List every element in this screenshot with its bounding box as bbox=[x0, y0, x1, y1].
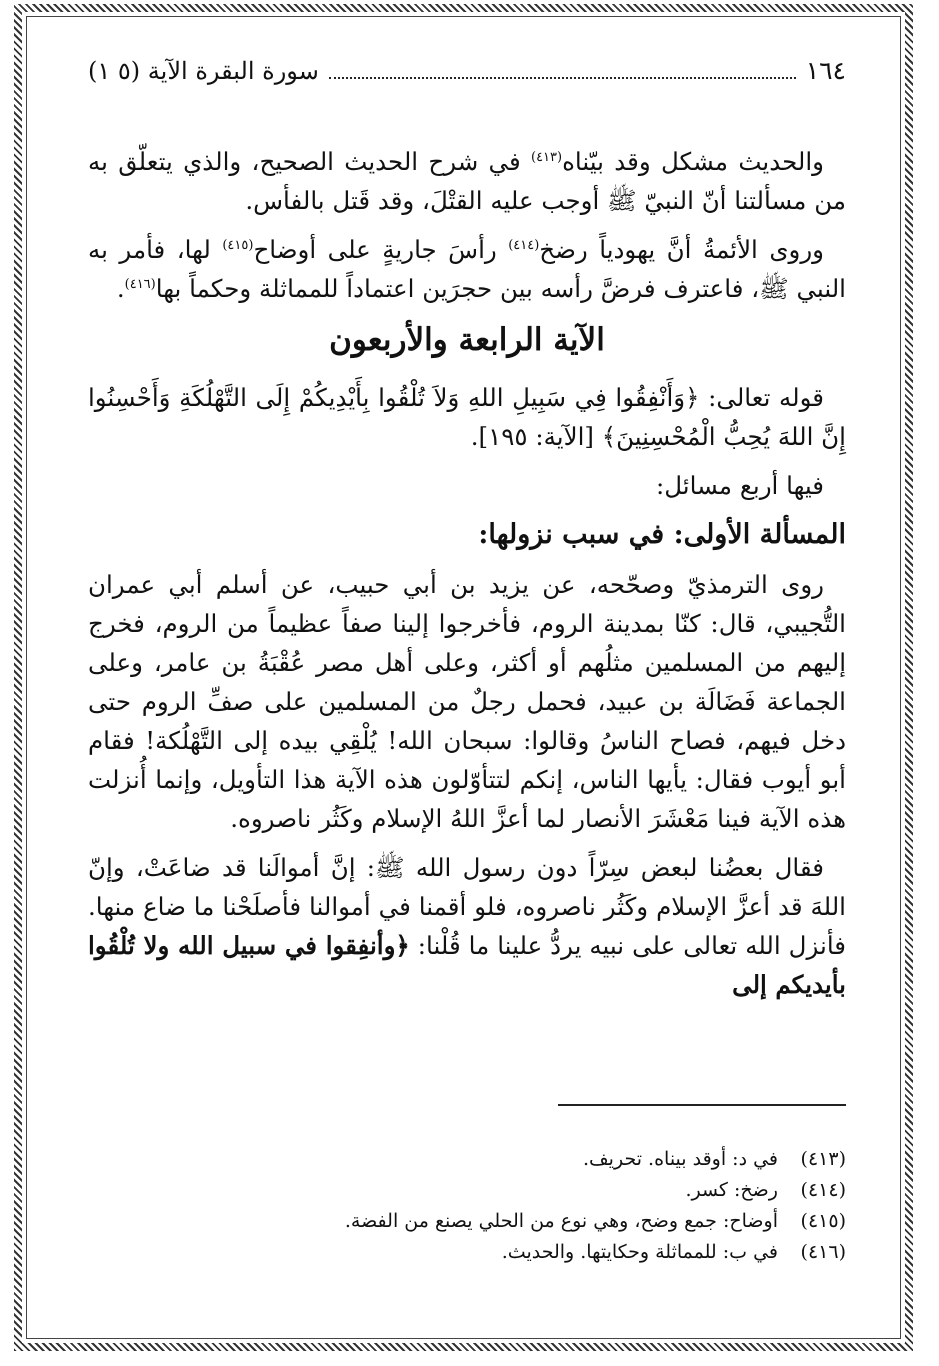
paragraph-1 bbox=[88, 142, 846, 220]
footnote-number: (٤١٤) bbox=[800, 1179, 846, 1201]
text-run: رأسَ جاريةٍ على أوضاح bbox=[253, 235, 509, 264]
text-run: والحديث مشكل وقد بيّناه bbox=[562, 147, 824, 176]
footnote-ref[interactable]: (٤١٤) bbox=[508, 237, 540, 253]
footnote-text: أوضاح: جمع وضح، وهي نوع من الحلي يصنع من الفضة. bbox=[344, 1210, 778, 1232]
quoted-verse: ﴿وأنفِقوا في سبيل الله ولا تُلْقُوا بأيديكم إلى bbox=[88, 931, 846, 999]
subsection-heading: المسألة الأولى: في سبب نزولها: bbox=[478, 519, 846, 550]
paragraph-narration: روى الترمذيّ وصحّحه، عن يزيد بن أبي حبيب، عن أسلم أبي عمران التُّجيبي، قال: كنّا بمدينة الروم، فأخرجوا إلينا صفاً عظيماً من الروم، فخرج إليهم من المسلمين مثلُهم أو أكثر، وعلى أهل مصر عُقْبَةُ بن عامر، وعلى الجماعة فَضَالَة بن عبيد، فحمل رجلٌ من المسلمين على صفِّ الروم حتى دخل فيهم، فصاح الناسُ وقالوا: سبحان الله! يُلْقِي بيده إلى التَّهْلُكة! فقام أبو أيوب فقال: يأيها الناس، إنكم لتتأوّلون هذه الآية هذا التأويل، وإنما أُنزلت هذه الآية فينا مَعْشَرَ الأنصار لما أعزَّ اللهُ الإسلام وكَثُر ناصروه. bbox=[88, 570, 846, 833]
footnote-number: (٤١٦) bbox=[800, 1241, 846, 1263]
footnote bbox=[300, 1237, 846, 1267]
page-content bbox=[88, 56, 846, 1014]
section-heading: الآية الرابعة والأربعون bbox=[329, 322, 605, 358]
running-header bbox=[88, 56, 846, 96]
text-run: لها، فأمر به النبي ﷺ، فاعترف فرضَّ رأسه بين حجرَين اعتماداً للمماثلة وحكماً بها bbox=[88, 235, 846, 303]
text-run: . bbox=[116, 274, 125, 303]
paragraph-verse: قوله تعالى: ﴿وَأَنْفِقُوا فِي سَبِيلِ اللهِ وَلاَ تُلْقُوا بِأَيْدِيكُمْ إِلَى التَّهْلُكَةِ وَأَحْسِنُوا إِنَّ اللهَ يُحِبُّ الْمُحْسِنِينَ﴾ [الآية: ١٩٥]. bbox=[88, 383, 846, 451]
leader-dots bbox=[329, 59, 796, 79]
chapter-title: سورة البقرة الآية (٥ ١) bbox=[88, 57, 319, 85]
footnote bbox=[300, 1175, 846, 1205]
footnote-rule bbox=[558, 1104, 846, 1106]
footnotes bbox=[300, 1144, 846, 1268]
paragraph-intro: فيها أربع مسائل: bbox=[655, 471, 824, 500]
footnote-text: في ب: للمماثلة وحكايتها. والحديث. bbox=[501, 1241, 778, 1263]
footnote-text: في د: أوقد بيناه. تحريف. bbox=[582, 1148, 778, 1170]
page-number: ١٦٤ bbox=[805, 56, 846, 85]
text-run: وروى الأئمةُ أنَّ يهودياً رضخ bbox=[539, 235, 824, 264]
footnote-text: رضخ: كسر. bbox=[685, 1179, 778, 1201]
text-run: فقال بعضُنا لبعض سِرّاً دون رسول الله ﷺ: إنَّ أموالَنا قد ضاعَتْ، وإنّ اللهَ قد أعزَّ الإسلام وكَثُر ناصروه، فلو أقمنا في أموالنا فأصلَحْنا ما ضاع منها. فأنزل الله تعالى على نبيه يردُّ علينا ما قُلْنا: bbox=[88, 853, 846, 960]
footnote-number: (٤١٣) bbox=[800, 1148, 846, 1170]
footnote bbox=[300, 1206, 846, 1236]
footnote-ref[interactable]: (٤١٦) bbox=[124, 276, 156, 292]
text-run: في شرح الحديث الصحيح، والذي يتعلّق به من مسألتنا أنّ النبيّ ﷺ أوجب عليه القتْلَ، وقد قَتل بالفأس. bbox=[88, 147, 846, 215]
footnote-number: (٤١٥) bbox=[800, 1210, 846, 1232]
paragraph-continuation bbox=[88, 848, 846, 1004]
footnote-ref[interactable]: (٤١٣) bbox=[530, 149, 563, 165]
paragraph-2 bbox=[88, 230, 846, 308]
footnote bbox=[300, 1144, 846, 1174]
footnote-ref[interactable]: (٤١٥) bbox=[222, 237, 254, 253]
